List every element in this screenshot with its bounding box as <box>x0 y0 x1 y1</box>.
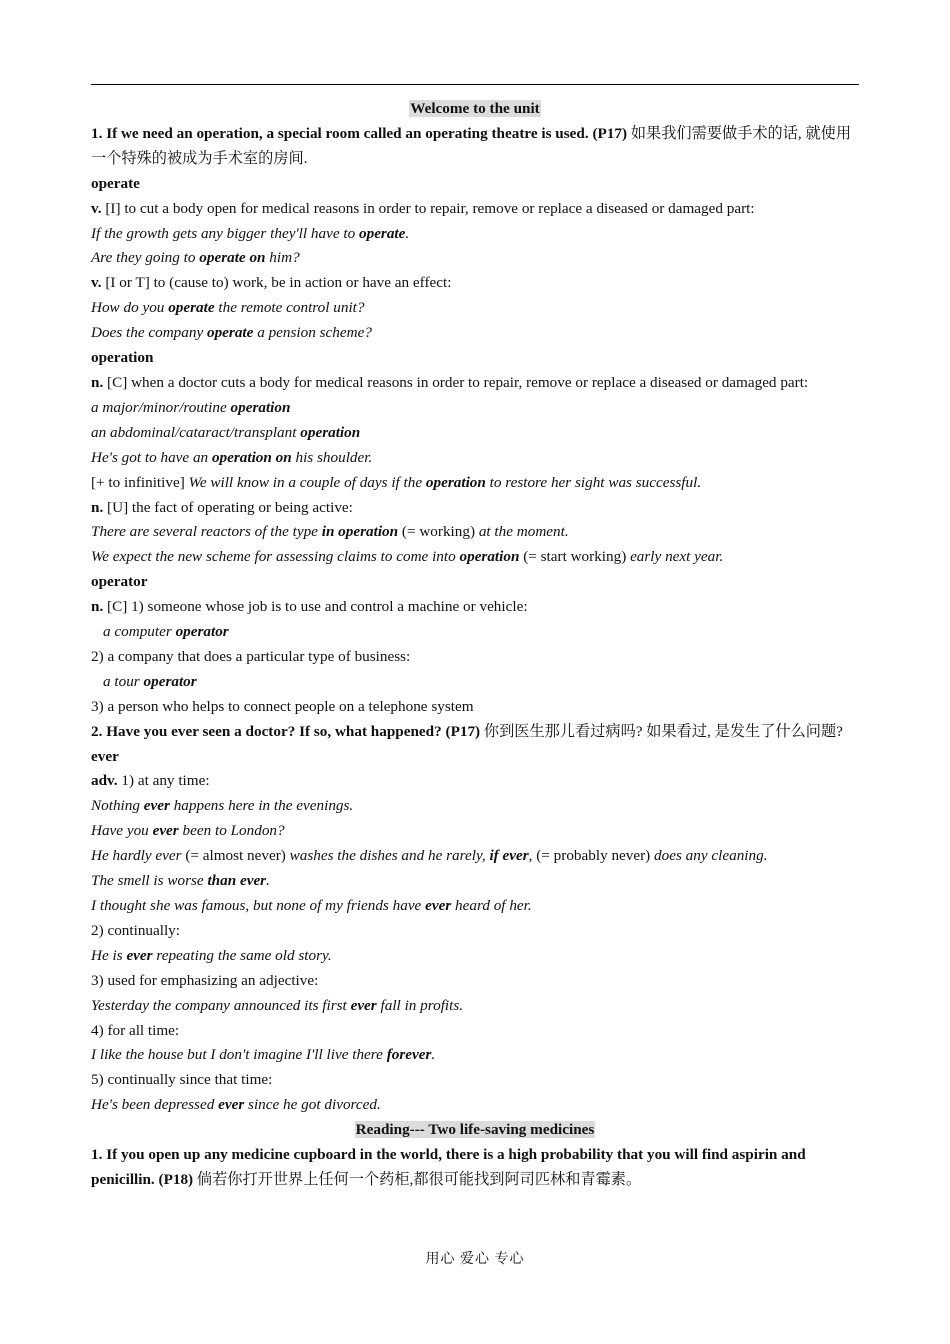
section-heading <box>91 1118 859 1143</box>
text-run: n. <box>91 498 104 516</box>
text-line <box>91 471 859 496</box>
text-run: (= working) <box>398 523 479 541</box>
text-run: We will know in a couple of days if the <box>188 473 426 491</box>
text-run: Does the company <box>91 324 207 342</box>
text-run: Reading--- Two life-saving medicines <box>355 1121 595 1139</box>
text-run: . <box>431 1046 436 1064</box>
text-line <box>91 1019 859 1044</box>
text-line <box>91 869 859 894</box>
text-line <box>91 794 859 819</box>
text-run: [I] to cut a body open for medical reasons in order to repair, remove or replace a diseased or damaged part: <box>101 199 755 217</box>
text-run: ever <box>350 996 377 1014</box>
text-run: 3) used for emphasizing an adjective: <box>91 971 319 989</box>
text-line <box>91 545 859 570</box>
text-run: . <box>266 872 270 890</box>
section-heading <box>91 97 859 122</box>
text-line <box>91 271 859 296</box>
text-run: We expect the new scheme for assessing claims to come into <box>91 548 460 566</box>
text-run: [C] 1) someone whose job is to use and control a machine or vehicle: <box>103 598 528 616</box>
text-run: The smell is worse <box>91 872 208 890</box>
text-line <box>91 197 859 222</box>
text-line <box>91 944 859 969</box>
text-run: 1) at any time: <box>117 772 210 790</box>
text-run: a tour <box>103 672 144 690</box>
text-line <box>91 321 859 346</box>
text-run: than ever <box>207 872 267 890</box>
text-run: fall in profits. <box>376 996 464 1014</box>
text-line <box>91 346 859 371</box>
text-line <box>91 645 859 670</box>
text-run: repeating the same old story. <box>152 946 332 964</box>
text-line <box>91 720 859 745</box>
header-rule <box>91 84 859 85</box>
text-line <box>91 969 859 994</box>
page-footer: 用心 爱心 专心 <box>425 1252 525 1267</box>
text-run: 你到医生那儿看过病吗? 如果看过, 是发生了什么问题? <box>480 722 843 740</box>
text-run: his shoulder. <box>291 448 373 466</box>
text-line <box>91 919 859 944</box>
text-run: operation on <box>211 448 292 466</box>
text-run: a computer <box>103 623 176 641</box>
text-line <box>91 246 859 271</box>
text-line <box>91 844 859 869</box>
text-run: Have you <box>91 822 153 840</box>
text-run: the remote control unit? <box>214 299 365 317</box>
text-line <box>91 1143 859 1193</box>
text-run: 2. Have you ever seen a doctor? If so, what happened? (P17) <box>91 722 481 740</box>
text-run: operation <box>425 473 486 491</box>
text-run: How do you <box>91 299 169 317</box>
text-run: [C] when a doctor cuts a body for medical reasons in order to repair, remove or replace a diseased or damaged part: <box>103 373 809 391</box>
text-line <box>91 1093 859 1118</box>
text-run: 4) for all time: <box>91 1021 180 1039</box>
text-run: Nothing <box>91 797 144 815</box>
text-line <box>91 620 859 645</box>
text-run: been to London? <box>178 822 285 840</box>
text-run: does any cleaning. <box>654 847 768 865</box>
text-run: heard of her. <box>451 897 532 914</box>
text-run: [I or T] to (cause to) work, be in action or have an effect: <box>101 274 452 292</box>
text-run: I like the house but I don't imagine I'll live there <box>91 1046 387 1064</box>
text-line <box>91 595 859 620</box>
text-run: 5) continually since that time: <box>91 1071 273 1089</box>
text-line <box>91 496 859 521</box>
text-line <box>91 371 859 396</box>
text-line <box>91 122 859 172</box>
text-line <box>91 695 859 720</box>
text-line <box>91 446 859 471</box>
text-line <box>91 894 859 919</box>
text-run: operate <box>91 174 140 192</box>
text-run: Welcome to the unit <box>410 100 540 117</box>
text-line <box>91 570 859 595</box>
text-run: He's been depressed <box>91 1096 219 1114</box>
text-run: ever <box>218 1096 245 1114</box>
text-run: 1. If you open up any medicine cupboard in the world, there is a high probability that you will find aspirin and penicillin. (P18) <box>91 1146 806 1188</box>
text-run: forever <box>386 1046 432 1064</box>
text-run: an abdominal/cataract/transplant <box>91 423 301 441</box>
text-run: early next year. <box>630 548 724 566</box>
text-run: ever <box>126 946 153 964</box>
text-run: operate <box>168 299 215 317</box>
text-run: operator <box>143 672 197 690</box>
text-line <box>91 222 859 247</box>
text-run: if ever <box>489 847 529 865</box>
text-run: n. <box>91 598 104 616</box>
text-run: him? <box>265 249 300 267</box>
text-line <box>91 1068 859 1093</box>
text-run: operation <box>459 548 520 566</box>
text-run: If the growth gets any bigger they'll have to <box>91 224 359 242</box>
text-run: ever <box>425 897 452 914</box>
text-line <box>91 520 859 545</box>
text-run: happens here in the evenings. <box>169 797 354 815</box>
text-run: Yesterday the company announced its first <box>91 996 351 1014</box>
text-run: There are several reactors of the type <box>91 523 322 541</box>
text-run: operate <box>206 324 254 342</box>
text-run: He's got to have an <box>91 448 212 466</box>
text-run: Are they going to <box>91 249 200 267</box>
text-run: ever <box>143 797 170 815</box>
text-run: 2) continually: <box>91 921 180 939</box>
text-run: (= almost never) <box>185 847 290 865</box>
text-line <box>91 296 859 321</box>
text-run: [+ to infinitive] <box>91 473 189 491</box>
text-run: a major/minor/routine <box>91 398 231 416</box>
text-run: 倘若你打开世界上任何一个药柜,都很可能找到阿司匹林和青霉素。 <box>193 1170 642 1188</box>
text-run: operate on <box>199 249 266 267</box>
text-run: He hardly ever <box>91 847 186 865</box>
text-line <box>91 1043 859 1068</box>
text-run: , <box>528 847 537 865</box>
text-run: washes the dishes and he rarely, <box>289 847 490 865</box>
text-run: a pension scheme? <box>253 324 372 342</box>
text-line <box>91 670 859 695</box>
document-body <box>91 97 859 1193</box>
text-run: [U] the fact of operating or being active: <box>103 498 353 516</box>
text-run: operation <box>91 349 154 367</box>
text-run: 2) a company that does a particular type of business: <box>91 647 411 665</box>
text-run: at the moment. <box>478 523 569 541</box>
text-run: ever <box>91 747 119 765</box>
text-run: operator <box>175 623 229 641</box>
text-run: v. <box>91 199 102 217</box>
text-run: 1. If we need an operation, a special room called an operating theatre is used. (P17) <box>91 124 628 142</box>
text-run: adv. <box>91 772 118 790</box>
text-run: (= probably never) <box>536 847 655 865</box>
text-run: operate <box>359 224 406 242</box>
text-run: to restore her sight was successful. <box>485 473 702 491</box>
text-line <box>91 396 859 421</box>
text-run: v. <box>91 274 102 292</box>
text-line <box>91 769 859 794</box>
text-run: operation <box>300 423 361 441</box>
text-run: 如果我们需要做手术的话, 就使用一个特殊的被成为手术室的房间. <box>91 124 852 167</box>
text-run: I thought she was famous, but none of my friends have <box>91 897 426 914</box>
text-run: n. <box>91 373 104 391</box>
text-line <box>91 172 859 197</box>
document-page <box>91 84 859 1193</box>
text-run: ever <box>152 822 179 840</box>
text-line <box>91 745 859 770</box>
text-line <box>91 421 859 446</box>
text-run: . <box>405 224 410 242</box>
text-line <box>91 819 859 844</box>
text-run: 3) a person who helps to connect people on a telephone system <box>91 697 474 715</box>
text-line <box>91 994 859 1019</box>
text-run: (= start working) <box>519 548 631 566</box>
text-run: since he got divorced. <box>244 1096 381 1114</box>
text-run: in operation <box>321 523 399 541</box>
text-run: operation <box>230 398 291 416</box>
text-run: operator <box>91 573 148 591</box>
text-run: He is <box>91 946 127 964</box>
